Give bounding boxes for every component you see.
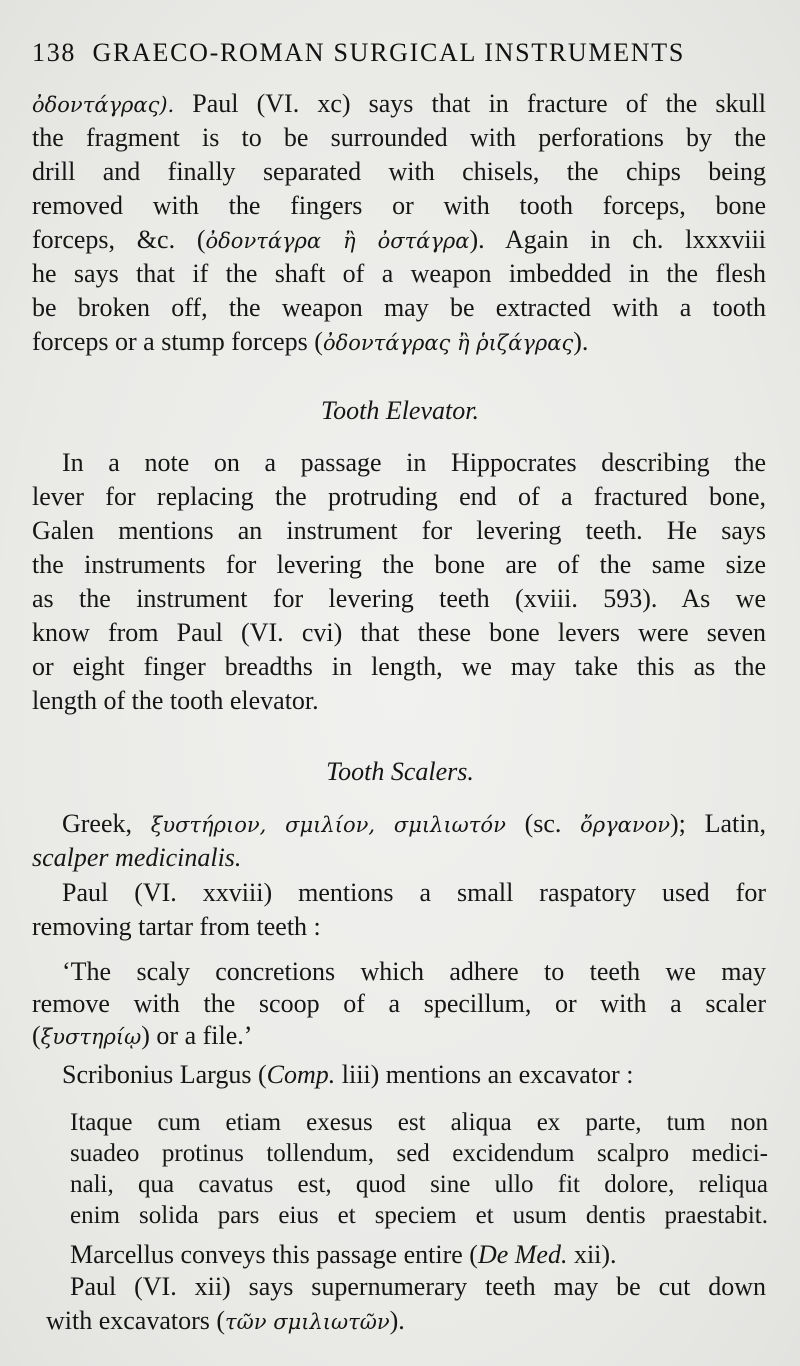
paragraph-line: the fragment is to be surrounded with perforations by the [32, 123, 766, 152]
paragraph-line: forceps or a stump forceps (ὀδοντάγρας ἢ ῥιζάγρας). [32, 327, 589, 356]
running-header [32, 38, 772, 68]
paragraph-line: drill and finally separated with chisels, the chips being [32, 157, 766, 186]
quotation-line: remove with the scoop of a specillum, or with a scaler [32, 989, 766, 1018]
paragraph-line: know from Paul (VI. cvi) that these bone levers were seven [32, 618, 766, 647]
latin-quotation-line: enim solida pars eius et speciem et usum dentis praestabit. [70, 1202, 768, 1229]
latin-quotation-line: nali, qua cavatus est, quod sine ullo fit dolore, reliqua [70, 1171, 768, 1198]
paragraph-line: the instruments for levering the bone are of the same size [32, 550, 766, 579]
paragraph-line: lever for replacing the protruding end of a fractured bone, [32, 482, 766, 511]
latin-quotation-line: suadeo protinus tollendum, sed excidendum scalpro medici- [70, 1140, 768, 1167]
paragraph-line: removed with the fingers or with tooth forceps, bone [32, 191, 766, 220]
section-heading-tooth-scalers: Tooth Scalers. [326, 757, 474, 786]
paragraph-line: Scribonius Largus (Comp. liii) mentions an excavator : [62, 1060, 634, 1089]
paragraph-line: Paul (VI. xii) says supernumerary teeth may be cut down [70, 1272, 766, 1301]
quotation-line: ‘The scaly concretions which adhere to teeth we may [62, 957, 766, 986]
paragraph-line: be broken off, the weapon may be extracted with a tooth [32, 293, 766, 322]
paragraph-line: In a note on a passage in Hippocrates describing the [62, 448, 766, 477]
quotation-line: (ξυστηρίῳ) or a file.’ [32, 1021, 253, 1050]
paragraph-line: or eight finger breadths in length, we may take this as the [32, 652, 766, 681]
section-heading-tooth-elevator: Tooth Elevator. [321, 396, 479, 425]
paragraph-line: ὀδοντάγρας). Paul (VI. xc) says that in fracture of the skull [32, 89, 766, 118]
paragraph-line: forceps, &c. (ὀδοντάγρα ἢ ὀστάγρα). Again in ch. lxxxviii [32, 225, 766, 254]
paragraph-line: Paul (VI. xxviii) mentions a small raspatory used for [62, 878, 766, 907]
paragraph-line: removing tartar from teeth : [32, 912, 321, 941]
paragraph-line: Marcellus conveys this passage entire (De Med. xii). [70, 1240, 617, 1269]
paragraph-line: Greek, ξυστήριον, σμιλίον, σμιλιωτόν (sc. ὄργανον); Latin, [62, 809, 766, 838]
paragraph-line: length of the tooth elevator. [32, 686, 319, 715]
paragraph-line: with excavators (τῶν σμιλιωτῶν). [46, 1306, 405, 1335]
paragraph-line: he says that if the shaft of a weapon imbedded in the flesh [32, 259, 766, 288]
latin-quotation-line: Itaque cum etiam exesus est aliqua ex parte, tum non [70, 1109, 768, 1136]
paragraph-line: as the instrument for levering teeth (xviii. 593). As we [32, 584, 766, 613]
running-title: GRAECO-ROMAN SURGICAL INSTRUMENTS [92, 38, 686, 67]
page-number: 138 [32, 38, 77, 67]
paragraph-line: scalper medicinalis. [32, 843, 242, 872]
paragraph-line: Galen mentions an instrument for levering teeth. He says [32, 516, 766, 545]
